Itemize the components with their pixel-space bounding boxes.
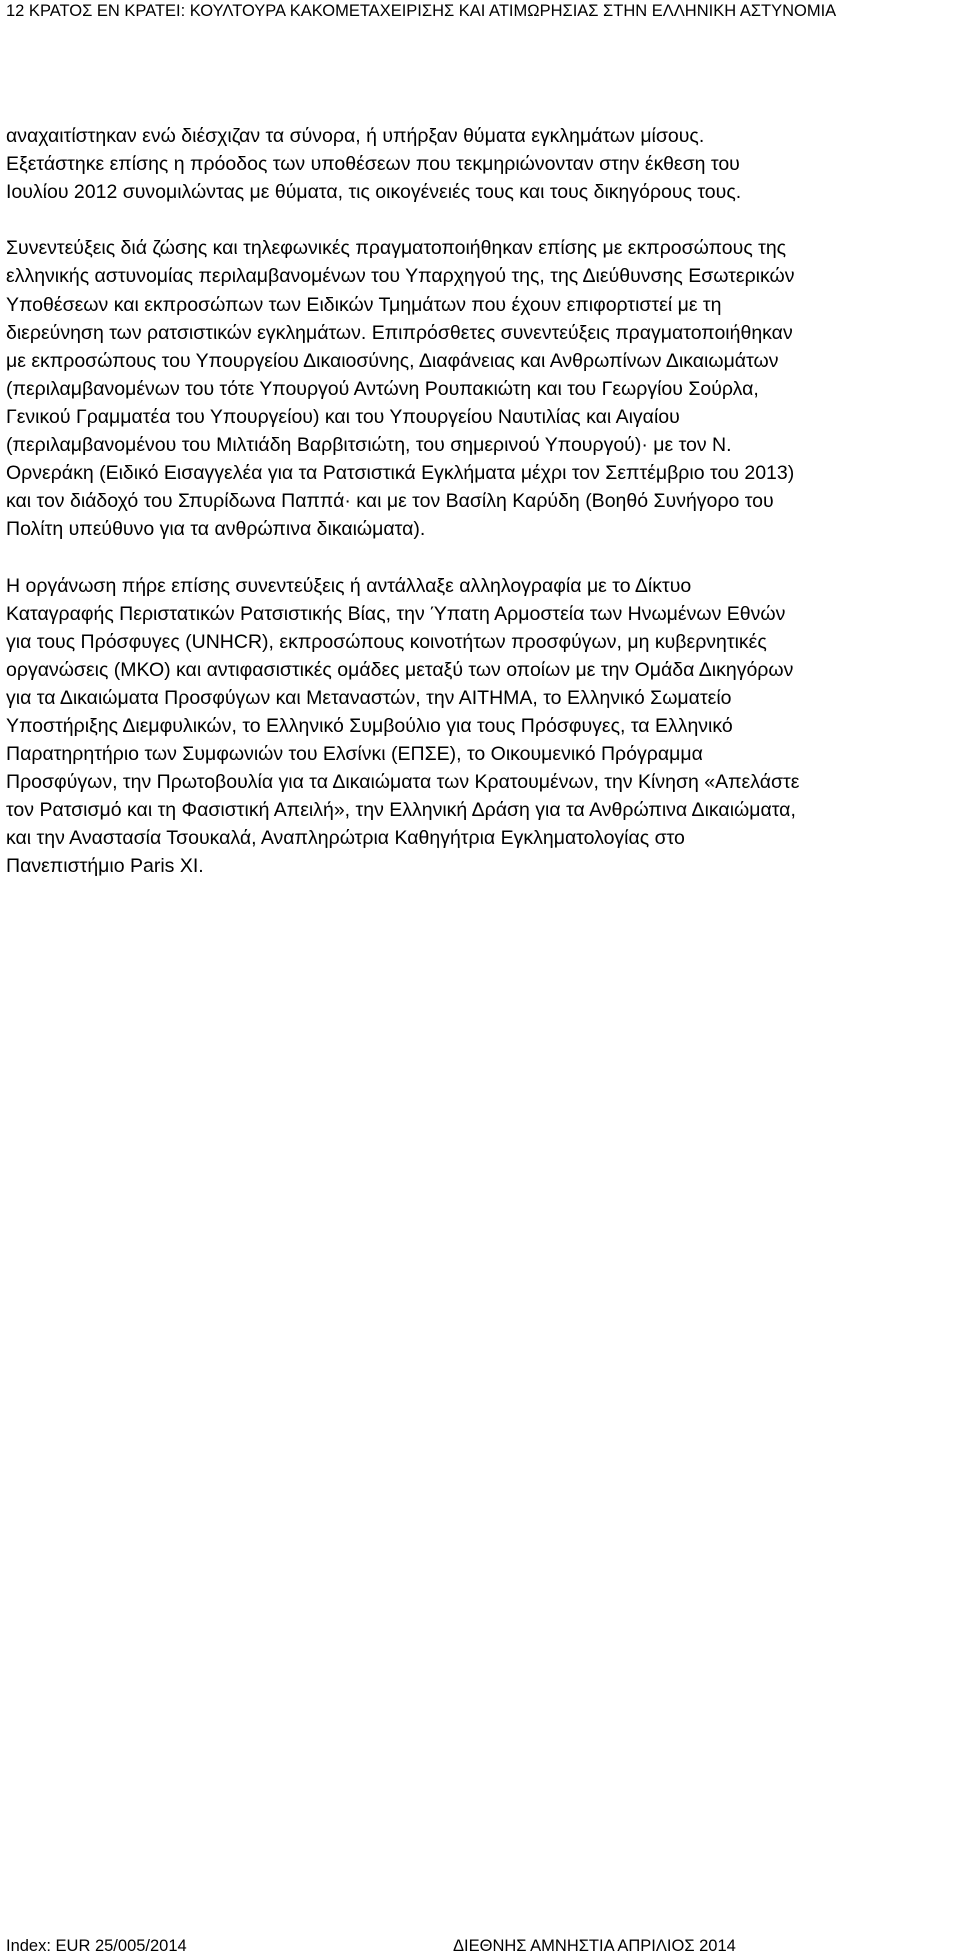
running-header: 12 ΚΡΑΤΟΣ ΕΝ ΚΡΑΤΕΙ: ΚΟΥΛΤΟΥΡΑ ΚΑΚΟΜΕΤΑΧΕΙΡΙΣΗΣ ΚΑΙ ΑΤΙΜΩΡΗΣΙΑΣ ΣΤΗΝ ΕΛΛΗΝΙΚΗ ΑΣΤΥΝΟΜΙΑ bbox=[6, 2, 837, 20]
paragraph-continuation bbox=[6, 122, 956, 206]
text-line: Προσφύγων, την Πρωτοβουλία για τα Δικαιώματα των Κρατουμένων, την Κίνηση «Απελάστε bbox=[6, 771, 800, 794]
text-line: Πανεπιστήμιο Paris XI. bbox=[6, 855, 204, 878]
text-line: και την Αναστασία Τσουκαλά, Αναπληρώτρια Καθηγήτρια Εγκληματολογίας στο bbox=[6, 827, 685, 850]
page-footer bbox=[6, 1935, 956, 1957]
text-line: (περιλαμβανομένων του τότε Υπουργού Αντώνη Ρουπακιώτη και του Γεωργίου Σούρλα, bbox=[6, 377, 759, 400]
text-line: Ορνεράκη (Ειδικό Εισαγγελέα για τα Ρατσιστικά Εγκλήματα μέχρι τον Σεπτέμβριο του 2013) bbox=[6, 462, 795, 485]
text-line: Υποστήριξης Διεμφυλικών, το Ελληνικό Συμβούλιο για τους Πρόσφυγες, τα Ελληνικό bbox=[6, 714, 733, 737]
text-line: Συνεντεύξεις διά ζώσης και τηλεφωνικές πραγματοποιήθηκαν επίσης με εκπροσώπους της bbox=[6, 237, 787, 260]
text-line: τον Ρατσισμό και τη Φασιστική Απειλή», την Ελληνική Δράση για τα Ανθρώπινα Δικαιώματα, bbox=[6, 799, 796, 822]
text-line: και τον διάδοχό του Σπυρίδωνα Παππά· και με τον Βασίλη Καρύδη (Βοηθό Συνήγορο του bbox=[6, 490, 774, 513]
text-line: ελληνικής αστυνομίας περιλαμβανομένων του Υπαρχηγού της, της Διεύθυνσης Εσωτερικών bbox=[6, 265, 795, 288]
text-line: Η οργάνωση πήρε επίσης συνεντεύξεις ή αντάλλαξε αλληλογραφία με το Δίκτυο bbox=[6, 574, 692, 597]
text-line: για τους Πρόσφυγες (UNHCR), εκπροσώπους κοινοτήτων προσφύγων, μη κυβερνητικές bbox=[6, 630, 767, 653]
text-line: Υποθέσεων και εκπροσώπων των Ειδικών Τμημάτων που έχουν επιφορτιστεί με τη bbox=[6, 293, 722, 316]
text-line: με εκπροσώπους του Υπουργείου Δικαιοσύνης, Διαφάνειας και Ανθρωπίνων Δικαιωμάτων bbox=[6, 349, 779, 372]
footer-organization-date: ΔΙΕΘΝΗΣ ΑΜΝΗΣΤΙΑ ΑΠΡΙΛΙΟΣ 2014 bbox=[453, 1937, 736, 1955]
text-line: οργανώσεις (ΜΚΟ) και αντιφασιστικές ομάδες μεταξύ των οποίων με την Ομάδα Δικηγόρων bbox=[6, 658, 794, 681]
footer-index: Index: EUR 25/005/2014 bbox=[6, 1937, 187, 1955]
text-line: (περιλαμβανομένου του Μιλτιάδη Βαρβιτσιώτη, του σημερινού Υπουργού)· με τον Ν. bbox=[6, 434, 732, 457]
text-line: Ιουλίου 2012 συνομιλώντας με θύματα, τις οικογένειές τους και τους δικηγόρους τους. bbox=[6, 181, 742, 204]
text-line: Πολίτη υπεύθυνο για τα ανθρώπινα δικαιώματα). bbox=[6, 518, 426, 541]
paragraph-interviews bbox=[6, 234, 956, 543]
paragraph-organizations bbox=[6, 572, 956, 881]
text-line: για τα Δικαιώματα Προσφύγων και Μεταναστών, την ΑΙΤΗΜΑ, το Ελληνικό Σωματείο bbox=[6, 686, 732, 709]
text-line: Καταγραφής Περιστατικών Ρατσιστικής Βίας, την Ύπατη Αρμοστεία των Ηνωμένων Εθνών bbox=[6, 602, 786, 625]
document-body bbox=[6, 122, 956, 881]
text-line: αναχαιτίστηκαν ενώ διέσχιζαν τα σύνορα, ή υπήρξαν θύματα εγκλημάτων μίσους. bbox=[6, 125, 705, 147]
text-line: Παρατηρητήριο των Συμφωνιών του Ελσίνκι (ΕΠΣΕ), το Οικουμενικό Πρόγραμμα bbox=[6, 743, 703, 766]
text-line: Εξετάστηκε επίσης η πρόοδος των υποθέσεων που τεκμηριώνονταν στην έκθεση του bbox=[6, 153, 740, 176]
text-line: διερεύνηση των ρατσιστικών εγκλημάτων. Επιπρόσθετες συνεντεύξεις πραγματοποιήθηκαν bbox=[6, 321, 793, 344]
text-line: Γενικού Γραμματέα του Υπουργείου) και του Υπουργείου Ναυτιλίας και Αιγαίου bbox=[6, 405, 680, 428]
